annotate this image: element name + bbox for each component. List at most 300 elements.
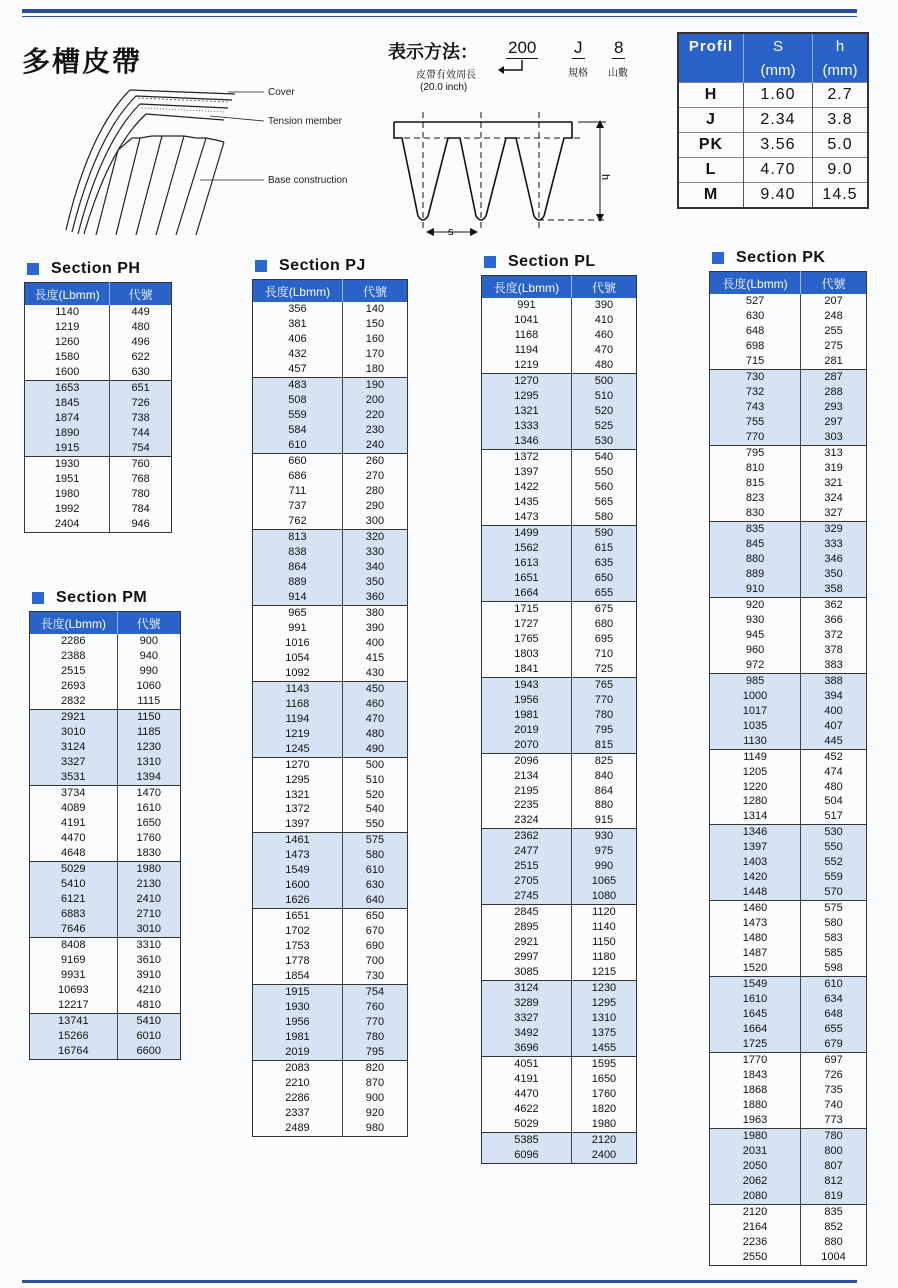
length-cell: 1372 xyxy=(253,802,343,817)
table-row xyxy=(710,1083,867,1098)
code-cell: 695 xyxy=(594,632,614,645)
length-cell: 1143 xyxy=(253,681,343,696)
code-cell: 2710 xyxy=(117,907,180,922)
length-cell: 2050 xyxy=(710,1159,801,1174)
table-row xyxy=(253,788,408,803)
length-cell: 2210 xyxy=(253,1076,343,1091)
rib-profile-diagram xyxy=(388,112,618,242)
code-cell: 410 xyxy=(594,313,614,326)
length-cell: 1854 xyxy=(253,969,343,984)
code-cell: 726 xyxy=(110,396,172,411)
length-cell: 2550 xyxy=(710,1250,801,1265)
notation-profile-desc: 規格 xyxy=(568,68,588,79)
code-cell: 780 xyxy=(571,708,636,723)
code-cell: 3910 xyxy=(136,968,162,981)
code-cell: 280 xyxy=(365,484,385,497)
table-row xyxy=(253,1106,408,1121)
length-cell: 5410 xyxy=(30,877,118,892)
table-row xyxy=(25,472,172,487)
code-cell: 330 xyxy=(342,545,407,560)
table-row xyxy=(710,1220,867,1235)
length-cell: 16764 xyxy=(30,1044,118,1059)
length-cell: 686 xyxy=(253,469,343,484)
table-row xyxy=(482,389,637,404)
table-row xyxy=(710,521,867,536)
table-row xyxy=(710,628,867,643)
s-value: 3.56 xyxy=(744,133,813,158)
length-cell: 1915 xyxy=(253,985,343,1000)
table-row xyxy=(30,634,181,649)
table-row xyxy=(710,1144,867,1159)
table-row xyxy=(253,802,408,817)
code-cell: 725 xyxy=(594,662,614,675)
length-cell: 1651 xyxy=(482,571,572,586)
table-row xyxy=(482,495,637,510)
table-row xyxy=(253,666,408,681)
length-cell: 1956 xyxy=(482,693,572,708)
code-cell: 288 xyxy=(801,385,867,400)
code-cell: 290 xyxy=(365,499,385,512)
length-cell: 2120 xyxy=(710,1205,801,1220)
length-cell: 1130 xyxy=(710,734,801,749)
code-cell: 780 xyxy=(342,1030,407,1045)
table-row xyxy=(25,396,172,411)
length-cell: 1435 xyxy=(482,495,572,510)
length-cell: 3327 xyxy=(30,755,118,770)
table-row xyxy=(30,679,181,694)
code-cell: 452 xyxy=(801,749,867,764)
table-row xyxy=(710,339,867,354)
table-row xyxy=(710,855,867,870)
profile-name: PK xyxy=(678,133,744,158)
length-cell: 2921 xyxy=(482,935,572,950)
length-cell: 1000 xyxy=(710,689,801,704)
length-cell: 1868 xyxy=(710,1083,801,1098)
table-row xyxy=(710,354,867,369)
length-cell: 960 xyxy=(710,643,801,658)
table-row xyxy=(30,725,181,740)
length-cell: 432 xyxy=(253,347,343,362)
length-cell: 795 xyxy=(710,445,801,460)
table-row xyxy=(30,816,181,831)
table-row xyxy=(253,985,408,1000)
length-cell: 3492 xyxy=(482,1026,572,1041)
code-cell: 460 xyxy=(594,328,614,341)
table-row xyxy=(482,1026,637,1041)
table-row xyxy=(710,613,867,628)
length-cell: 1770 xyxy=(710,1053,801,1068)
length-cell: 2070 xyxy=(482,738,572,753)
table-row xyxy=(710,385,867,400)
code-cell: 550 xyxy=(594,465,614,478)
length-header: 長度(Lbmm) xyxy=(710,272,801,295)
table-row xyxy=(30,998,181,1013)
code-cell: 319 xyxy=(824,461,843,474)
length-cell: 3124 xyxy=(482,981,572,996)
code-cell: 690 xyxy=(365,940,385,953)
length-cell: 715 xyxy=(710,354,801,369)
h-value: 9.0 xyxy=(813,158,869,183)
length-cell: 930 xyxy=(710,613,801,628)
table-row xyxy=(253,727,408,742)
length-cell: 965 xyxy=(253,605,343,620)
table-row xyxy=(482,798,637,813)
code-cell: 248 xyxy=(824,309,843,322)
length-cell: 1420 xyxy=(710,870,801,885)
table-row xyxy=(25,350,172,365)
section-pk xyxy=(709,245,867,1266)
length-cell: 2705 xyxy=(482,874,572,889)
table-row xyxy=(253,817,408,832)
length-cell: 3010 xyxy=(30,725,118,740)
code-cell: 1650 xyxy=(136,816,162,829)
table-row xyxy=(482,1087,637,1102)
length-cell: 3327 xyxy=(482,1011,572,1026)
code-cell: 768 xyxy=(131,472,150,485)
code-cell: 2120 xyxy=(571,1133,636,1148)
code-cell: 400 xyxy=(365,636,385,649)
code-cell: 303 xyxy=(801,430,867,445)
code-cell: 610 xyxy=(342,863,407,878)
table-row xyxy=(482,950,637,965)
table-row xyxy=(253,605,408,620)
length-cell: 1626 xyxy=(253,893,343,908)
length-cell: 1140 xyxy=(25,305,110,320)
notation-length-desc: 皮帶有效周長 xyxy=(416,70,476,81)
length-cell: 610 xyxy=(253,438,343,453)
code-cell: 140 xyxy=(365,303,385,315)
length-cell: 991 xyxy=(253,621,343,636)
code-cell: 570 xyxy=(801,885,867,900)
table-row xyxy=(710,491,867,506)
length-cell: 2489 xyxy=(253,1121,343,1136)
table-row xyxy=(25,335,172,350)
code-cell: 2130 xyxy=(117,877,180,892)
s-value: 1.60 xyxy=(744,83,813,108)
table-row xyxy=(25,426,172,441)
table-row xyxy=(253,621,408,636)
table-row xyxy=(30,953,181,968)
code-cell: 870 xyxy=(365,1077,385,1090)
table-row xyxy=(482,601,637,616)
length-cell: 1803 xyxy=(482,647,572,662)
section-ph xyxy=(24,256,172,533)
table-row xyxy=(710,1037,867,1052)
code-cell: 329 xyxy=(801,521,867,536)
code-cell: 795 xyxy=(342,1045,407,1060)
code-cell: 1150 xyxy=(117,709,180,724)
profile-dimensions-table xyxy=(677,32,869,209)
top-rule xyxy=(22,9,857,13)
s-dimension-label: s xyxy=(448,226,454,238)
table-row xyxy=(710,1068,867,1083)
table-row xyxy=(253,833,408,848)
profile-row xyxy=(678,83,868,108)
code-cell: 975 xyxy=(571,844,636,859)
length-cell: 762 xyxy=(253,514,343,529)
length-cell: 743 xyxy=(710,400,801,415)
length-cell: 845 xyxy=(710,537,801,552)
table-row xyxy=(253,347,408,362)
table-row xyxy=(253,438,408,453)
table-row xyxy=(710,294,867,309)
length-cell: 1473 xyxy=(710,916,801,931)
code-cell: 3010 xyxy=(117,922,180,937)
length-cell: 2895 xyxy=(482,920,572,935)
code-cell: 313 xyxy=(801,445,867,460)
length-cell: 755 xyxy=(710,415,801,430)
code-cell: 1080 xyxy=(571,889,636,904)
code-cell: 807 xyxy=(801,1159,867,1174)
length-cell: 920 xyxy=(710,597,801,612)
code-cell: 6010 xyxy=(117,1029,180,1044)
length-cell: 1778 xyxy=(253,954,343,969)
table-row xyxy=(253,317,408,332)
profile-name: M xyxy=(678,183,744,209)
length-cell: 1473 xyxy=(253,848,343,863)
length-cell: 8408 xyxy=(30,937,118,952)
table-row xyxy=(710,885,867,900)
table-row xyxy=(253,939,408,954)
length-cell: 1219 xyxy=(482,358,572,373)
table-row xyxy=(253,742,408,757)
length-cell: 1645 xyxy=(710,1007,801,1022)
code-cell: 281 xyxy=(824,354,843,367)
s-header: S xyxy=(744,33,813,58)
length-cell: 648 xyxy=(710,324,801,339)
code-cell: 350 xyxy=(801,567,867,582)
table-row xyxy=(253,362,408,377)
length-cell: 1725 xyxy=(710,1037,801,1052)
code-cell: 394 xyxy=(801,689,867,704)
section-title: Section PM xyxy=(29,585,181,611)
table-row xyxy=(482,677,637,692)
code-cell: 1830 xyxy=(136,846,162,859)
section-square-icon xyxy=(32,592,44,604)
length-cell: 1951 xyxy=(25,472,110,487)
length-cell: 6883 xyxy=(30,907,118,922)
code-cell: 340 xyxy=(342,560,407,575)
table-row xyxy=(253,954,408,969)
code-cell: 900 xyxy=(365,1092,385,1105)
table-row xyxy=(482,313,637,328)
section-pk-table xyxy=(709,271,867,1266)
code-cell: 650 xyxy=(342,909,407,924)
length-cell: 1930 xyxy=(25,456,110,471)
table-row xyxy=(30,740,181,755)
length-cell: 4191 xyxy=(482,1072,572,1087)
code-cell: 297 xyxy=(801,415,867,430)
table-row xyxy=(253,302,408,317)
code-cell: 150 xyxy=(365,317,385,330)
table-row xyxy=(30,1013,181,1028)
table-row xyxy=(30,709,181,724)
table-row xyxy=(482,708,637,723)
h-value: 2.7 xyxy=(813,83,869,108)
code-cell: 460 xyxy=(342,697,407,712)
length-cell: 1205 xyxy=(710,765,801,780)
code-cell: 480 xyxy=(131,320,150,333)
length-cell: 1448 xyxy=(710,885,801,900)
table-row xyxy=(253,924,408,939)
profile-name: H xyxy=(678,83,744,108)
table-row xyxy=(253,697,408,712)
code-cell: 1310 xyxy=(571,1011,636,1026)
table-row xyxy=(30,801,181,816)
table-row xyxy=(30,907,181,922)
code-cell: 346 xyxy=(801,552,867,567)
length-cell: 1321 xyxy=(482,404,572,419)
length-cell: 1549 xyxy=(710,977,801,992)
code-cell: 190 xyxy=(342,377,407,392)
code-cell: 415 xyxy=(365,651,385,664)
s-value: 4.70 xyxy=(744,158,813,183)
code-cell: 270 xyxy=(365,469,385,482)
code-cell: 1180 xyxy=(592,951,616,964)
length-cell: 630 xyxy=(710,309,801,324)
code-cell: 780 xyxy=(801,1129,867,1144)
code-cell: 815 xyxy=(571,738,636,753)
code-cell: 825 xyxy=(571,753,636,768)
length-cell: 1397 xyxy=(710,840,801,855)
s-value: 2.34 xyxy=(744,108,813,133)
length-header: 長度(Lbmm) xyxy=(482,276,572,299)
table-row xyxy=(30,877,181,892)
code-cell: 795 xyxy=(571,723,636,738)
table-row xyxy=(710,476,867,491)
table-row xyxy=(710,552,867,567)
table-row xyxy=(482,358,637,373)
length-cell: 1753 xyxy=(253,939,343,954)
code-cell: 170 xyxy=(365,347,385,360)
section-pj-table xyxy=(252,279,408,1137)
length-cell: 1915 xyxy=(25,441,110,456)
s-unit: (mm) xyxy=(744,58,813,83)
section-ph-table xyxy=(24,282,172,533)
section-title: Section PL xyxy=(481,249,637,275)
code-cell: 333 xyxy=(801,537,867,552)
code-cell: 550 xyxy=(365,818,385,831)
table-row xyxy=(482,935,637,950)
section-square-icon xyxy=(27,263,39,275)
table-row xyxy=(253,332,408,347)
code-cell: 765 xyxy=(571,677,636,692)
code-cell: 540 xyxy=(365,803,385,816)
table-row xyxy=(30,892,181,907)
table-row xyxy=(482,723,637,738)
table-row xyxy=(30,664,181,679)
table-row xyxy=(482,844,637,859)
table-row xyxy=(482,813,637,828)
table-row xyxy=(710,461,867,476)
code-cell: 362 xyxy=(801,597,867,612)
length-header: 長度(Lbmm) xyxy=(30,612,118,635)
length-cell: 1980 xyxy=(710,1129,801,1144)
table-row xyxy=(30,846,181,861)
length-cell: 457 xyxy=(253,362,343,377)
length-cell: 9169 xyxy=(30,953,118,968)
table-row xyxy=(482,586,637,601)
length-cell: 9931 xyxy=(30,968,118,983)
table-row xyxy=(482,829,637,844)
length-cell: 880 xyxy=(710,552,801,567)
table-row xyxy=(482,343,637,358)
table-row xyxy=(482,434,637,449)
table-row xyxy=(30,770,181,785)
length-cell: 559 xyxy=(253,408,343,423)
tension-member-label: Tension member xyxy=(268,116,342,127)
code-cell: 730 xyxy=(365,970,385,983)
code-cell: 770 xyxy=(342,1015,407,1030)
table-row xyxy=(710,1189,867,1204)
code-cell: 293 xyxy=(801,400,867,415)
code-cell: 585 xyxy=(824,947,843,960)
length-cell: 1397 xyxy=(253,817,343,832)
table-row xyxy=(710,809,867,824)
length-cell: 356 xyxy=(253,302,343,317)
length-cell: 3124 xyxy=(30,740,118,755)
table-row xyxy=(482,1148,637,1163)
code-cell: 655 xyxy=(801,1022,867,1037)
code-cell: 610 xyxy=(801,977,867,992)
code-cell: 1185 xyxy=(117,725,180,740)
length-cell: 1245 xyxy=(253,742,343,757)
code-cell: 580 xyxy=(342,848,407,863)
code-cell: 525 xyxy=(571,419,636,434)
length-cell: 2080 xyxy=(710,1189,801,1204)
code-cell: 517 xyxy=(824,810,843,823)
code-cell: 520 xyxy=(365,788,385,801)
length-cell: 2745 xyxy=(482,889,572,904)
code-cell: 449 xyxy=(131,306,150,318)
code-cell: 598 xyxy=(824,962,843,975)
code-cell: 634 xyxy=(801,992,867,1007)
table-row xyxy=(710,1159,867,1174)
table-row xyxy=(253,1076,408,1091)
table-row xyxy=(710,1098,867,1113)
length-cell: 2324 xyxy=(482,813,572,828)
code-cell: 864 xyxy=(594,784,614,797)
table-row xyxy=(30,983,181,998)
code-cell: 180 xyxy=(365,362,385,375)
h-value: 3.8 xyxy=(813,108,869,133)
table-row xyxy=(25,441,172,456)
table-row xyxy=(710,825,867,840)
length-cell: 1930 xyxy=(253,1000,343,1015)
table-row xyxy=(482,784,637,799)
length-cell: 2134 xyxy=(482,769,572,784)
table-row xyxy=(482,632,637,647)
table-row xyxy=(710,780,867,795)
length-cell: 1487 xyxy=(710,946,801,961)
table-row xyxy=(30,1044,181,1059)
length-cell: 914 xyxy=(253,590,343,605)
length-cell: 1992 xyxy=(25,502,110,517)
table-row xyxy=(25,502,172,517)
code-cell: 390 xyxy=(594,299,614,311)
length-cell: 830 xyxy=(710,506,801,521)
table-row xyxy=(253,681,408,696)
length-header: 長度(Lbmm) xyxy=(25,283,110,306)
code-cell: 680 xyxy=(594,617,614,630)
length-cell: 1600 xyxy=(25,365,110,380)
length-cell: 1610 xyxy=(710,992,801,1007)
length-cell: 2693 xyxy=(30,679,118,694)
length-cell: 1981 xyxy=(482,708,572,723)
length-cell: 2404 xyxy=(25,517,110,532)
table-row xyxy=(253,651,408,666)
length-cell: 1956 xyxy=(253,1015,343,1030)
